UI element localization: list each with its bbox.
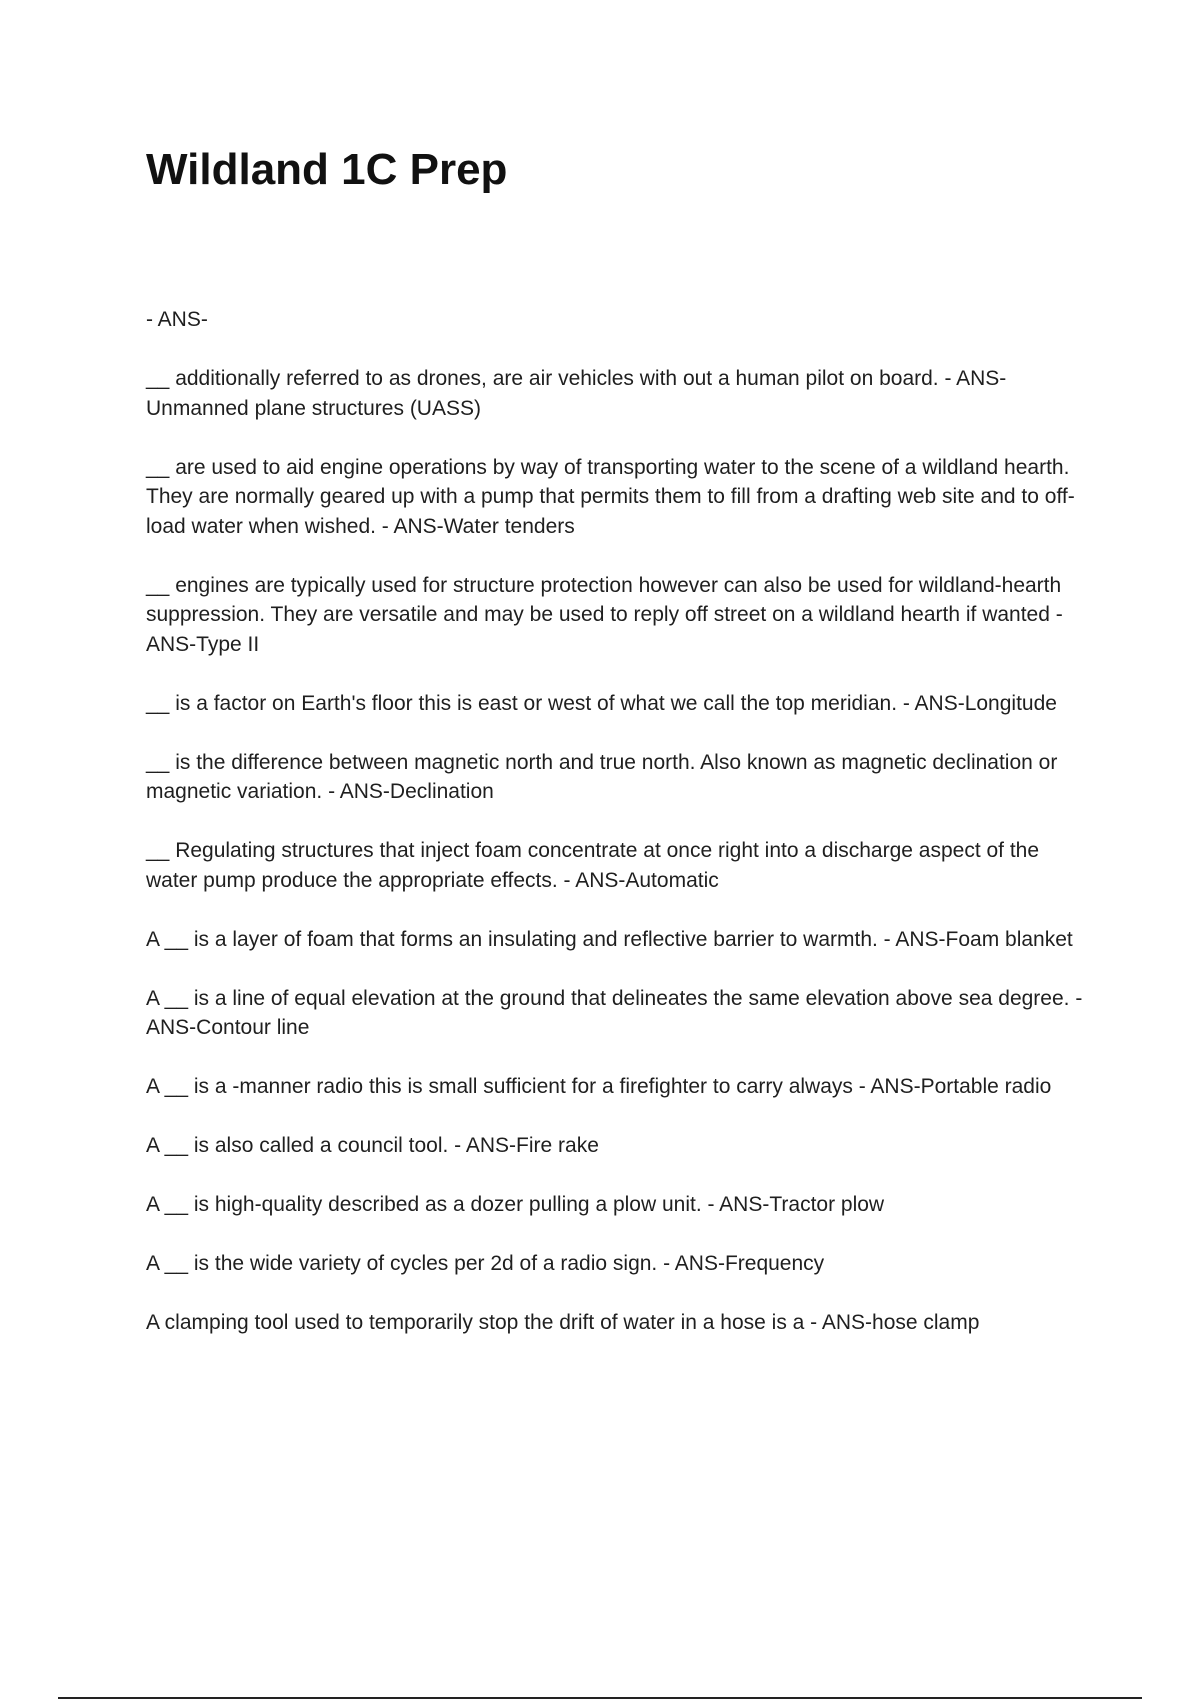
qa-item: A __ is also called a council tool. - ANS-Fire rake bbox=[146, 1134, 599, 1157]
qa-item: __ are used to aid engine operations by way of transporting water to the scene of a wildland hearth. They are normally geared up with a pump that permits them to fill from a drafting web site and to off-load water when wished. - ANS-Water tenders bbox=[146, 455, 1075, 538]
qa-item: - ANS- bbox=[146, 308, 208, 331]
qa-item: A __ is a -manner radio this is small sufficient for a firefighter to carry always - ANS-Portable radio bbox=[146, 1075, 1052, 1098]
page-title: Wildland 1C Prep bbox=[146, 145, 508, 194]
qa-item: A __ is high-quality described as a dozer pulling a plow unit. - ANS-Tractor plow bbox=[146, 1193, 885, 1216]
qa-item: A __ is a layer of foam that forms an insulating and reflective barrier to warmth. - ANS-Foam blanket bbox=[146, 927, 1073, 951]
qa-item: __ is a factor on Earth's floor this is east or west of what we call the top meridian. - ANS-Longitude bbox=[146, 691, 1057, 715]
qa-item: __ engines are typically used for structure protection however can also be used for wildland-hearth suppression. They are versatile and may be used to reply off street on a wildland hearth if wanted - ANS-Type II bbox=[146, 573, 1063, 656]
qa-list bbox=[146, 305, 1096, 1367]
qa-item: __ Regulating structures that inject foam concentrate at once right into a discharge aspect of the water pump produce the appropriate effects. - ANS-Automatic bbox=[146, 839, 1040, 892]
qa-item: A __ is the wide variety of cycles per 2d of a radio sign. - ANS-Frequency bbox=[146, 1252, 825, 1275]
qa-item: __ additionally referred to as drones, are air vehicles with out a human pilot on board. - ANS-Unmanned plane structures (UASS) bbox=[146, 367, 1007, 420]
qa-item: __ is the difference between magnetic north and true north. Also known as magnetic declination or magnetic variation. - ANS-Declination bbox=[146, 750, 1058, 803]
qa-item: A clamping tool used to temporarily stop the drift of water in a hose is a - ANS-hose clamp bbox=[146, 1311, 980, 1334]
page-divider bbox=[58, 1697, 1142, 1699]
qa-item: A __ is a line of equal elevation at the ground that delineates the same elevation above sea degree. - ANS-Contour line bbox=[146, 986, 1083, 1039]
